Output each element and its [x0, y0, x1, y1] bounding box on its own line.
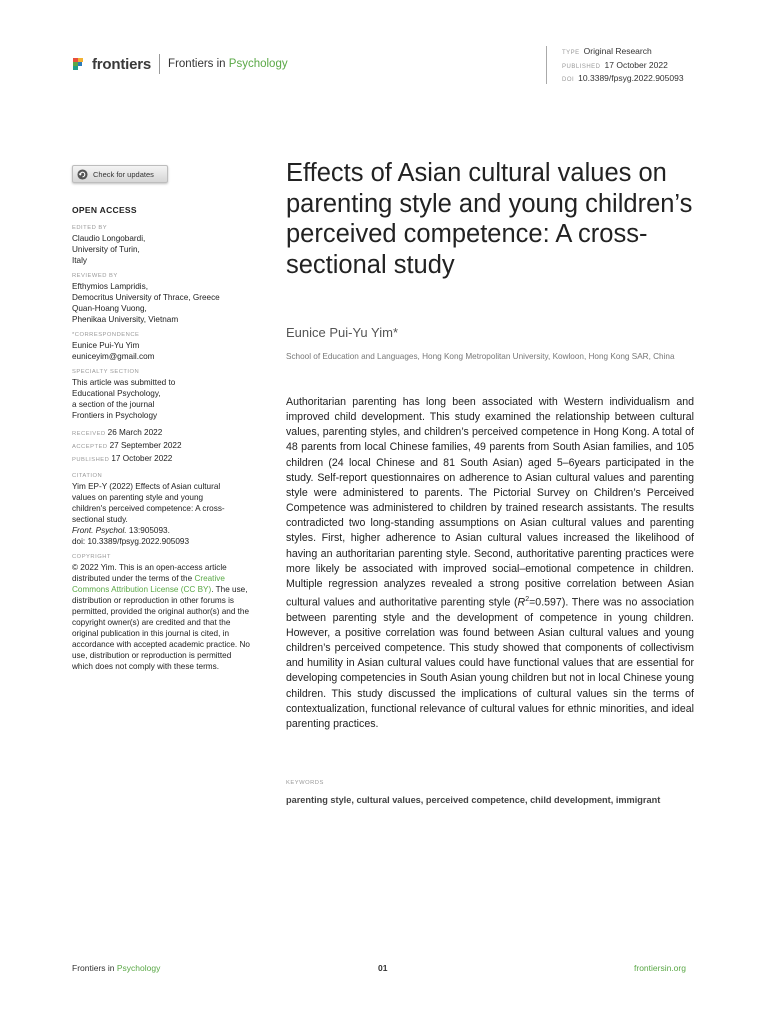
- citation-journal: Front. Psychol.: [72, 526, 127, 535]
- correspondence-section: [72, 331, 254, 362]
- keywords: parenting style, cultural values, perceived competence, child development, immigrant: [286, 795, 661, 805]
- correspondence-label: *CORRESPONDENCE: [72, 332, 140, 338]
- edited-by-section: [72, 224, 254, 266]
- frontiers-logo-icon: [72, 56, 88, 72]
- received-label: RECEIVED: [72, 431, 106, 437]
- accepted-label: ACCEPTED: [72, 444, 108, 450]
- meta-doi[interactable]: [562, 73, 684, 87]
- article-sidebar: [72, 205, 254, 678]
- check-updates-label: Check for updates: [93, 169, 154, 179]
- correspondence-name: Eunice Pui-Yu Yim: [72, 341, 140, 350]
- reviewer-line: Democritus University of Thrace, Greece: [72, 293, 220, 302]
- meta-published-label: PUBLISHED: [562, 63, 601, 70]
- reviewed-by-section: [72, 272, 254, 325]
- article-title: Effects of Asian cultural values on parenting style and young children’s perceived competence: A cross-sectional study: [286, 159, 693, 279]
- copyright-text-end: . The use, distribution or reproduction in other forums is permitted, provided the original author(s) and the copyright owner(s) are credited and that the original publication in this journal is cited, in accordance with accepted academic practice. No use, distribution or reproduction is permitted which does not comply with these terms.: [72, 585, 250, 671]
- reviewer-line: Phenikaa University, Vietnam: [72, 315, 179, 324]
- published-label: PUBLISHED: [72, 457, 110, 463]
- specialty-line: Educational Psychology,: [72, 389, 161, 398]
- footer-journal-prefix: Frontiers in: [72, 963, 115, 973]
- abstract-r: R: [517, 596, 526, 609]
- journal-title: Psychology: [228, 58, 288, 70]
- citation-line: children's perceived competence: A cross-: [72, 504, 225, 513]
- citation-doi[interactable]: doi: 10.3389/fpsyg.2022.905093: [72, 537, 189, 546]
- accepted-value: 27 September 2022: [109, 441, 182, 450]
- meta-published-value: 17 October 2022: [604, 59, 668, 70]
- abstract-eq: =0.597: [529, 596, 562, 609]
- editor-line: University of Turin,: [72, 245, 140, 254]
- meta-doi-label: DOI: [562, 77, 575, 83]
- reviewed-by-label: REVIEWED BY: [72, 273, 118, 279]
- frontiers-logo[interactable]: [72, 54, 288, 74]
- editor-line: Claudio Longobardi,: [72, 234, 146, 243]
- journal-name[interactable]: [168, 58, 288, 70]
- footer-journal-name: Psychology: [116, 963, 161, 973]
- reviewer-line: Efthymios Lampridis,: [72, 282, 148, 291]
- copyright-section: [72, 553, 254, 672]
- specialty-line: Frontiers in Psychology: [72, 411, 158, 420]
- copyright-label: COPYRIGHT: [72, 554, 111, 560]
- article-meta: [546, 46, 684, 84]
- check-updates-button[interactable]: [72, 165, 168, 183]
- meta-published: [562, 60, 684, 74]
- footer-site-link[interactable]: frontiersin.org: [634, 963, 686, 973]
- refresh-icon: [77, 169, 88, 180]
- specialty-line: This article was submitted to: [72, 378, 176, 387]
- open-access-badge: OPEN ACCESS: [72, 205, 137, 215]
- received-value: 26 March 2022: [107, 428, 163, 437]
- page-number: 01: [378, 963, 388, 973]
- brand-name: frontiers: [92, 55, 152, 73]
- accepted-date: [72, 440, 254, 453]
- published-value: 17 October 2022: [111, 454, 173, 463]
- abstract-sup: 2: [525, 596, 530, 604]
- license-link[interactable]: Creative Commons Attribution License (CC BY): [72, 574, 225, 594]
- author-affiliation: School of Education and Languages, Hong Kong Metropolitan University, Kowloon, Hong Kong SAR, China: [286, 352, 675, 361]
- edited-by-label: EDITED BY: [72, 225, 108, 231]
- footer-journal[interactable]: [72, 963, 160, 973]
- specialty-line: a section of the journal: [72, 400, 155, 409]
- meta-doi-value[interactable]: 10.3389/fpsyg.2022.905093: [578, 73, 684, 83]
- abstract: [286, 395, 694, 732]
- citation-volume: 13:905093.: [126, 526, 170, 535]
- editor-line: Italy: [72, 256, 88, 265]
- author-name[interactable]: Eunice Pui-Yu Yim*: [286, 325, 399, 340]
- meta-type-label: TYPE: [562, 50, 580, 56]
- keywords-label: KEYWORDS: [286, 780, 324, 786]
- journal-prefix: Frontiers in: [168, 58, 226, 70]
- specialty-label: SPECIALTY SECTION: [72, 369, 140, 375]
- abstract-part-2: ). There was no association between parenting style and the development of competence in young children. However, a positive correlation was found between Asian cultural values and young children’s perceived competence. This study showed that components of collectivism and humility in Asian cultural values could have functional values that are essential for developing competencies in South Asian young children but not in local Chinese young children. This study discussed the implications of cultural values sin the terms of contextualization, functional relevance of cultural values for ethnic minorities, and ideal parenting practices.: [286, 596, 694, 730]
- citation-line: Yim EP-Y (2022) Effects of Asian cultural: [72, 482, 221, 491]
- received-date: [72, 427, 254, 440]
- specialty-section: [72, 368, 254, 421]
- citation-label: CITATION: [72, 473, 103, 479]
- citation-line: sectional study.: [72, 515, 128, 524]
- meta-type: [562, 46, 684, 60]
- copyright-text: [72, 562, 254, 672]
- meta-type-value: Original Research: [583, 46, 652, 56]
- citation-journal-line: [72, 525, 254, 536]
- copyright-text-start: © 2022 Yim. This is an open-access article distributed under the terms of the: [72, 563, 227, 583]
- reviewer-line: Quan-Hoang Vuong,: [72, 304, 147, 313]
- correspondence-email[interactable]: euniceyim@gmail.com: [72, 352, 155, 361]
- citation-section: [72, 472, 254, 547]
- logo-divider: [159, 54, 160, 74]
- citation-line: values on parenting style and young: [72, 493, 204, 502]
- published-date: [72, 453, 254, 466]
- dates-section: [72, 427, 254, 466]
- abstract-part-1: Authoritarian parenting has long been associated with Western individualism and improved child development. This study examined the relationship between cultural values, parenting styles, and children’s perceived competence in Hong Kong. A total of 48 parents from local Chinese families, 49 parents from South Asian families, and 105 children (24 local Chinese and 81 South Asian) aged 5–6years participated in the study. Self-report questionnaires on adherence to Asian cultural values and parenting style were administered to parents. The Pictorial Survey on Children’s Perceived Competence was administered to children by trained research assistants. The results contradicted two long-standing assumptions on Asian cultural values and parenting styles. First, higher adherence to Asian cultural values increased the likelihood of having an authoritarian parenting style. Second, authoritative parenting practices were more likely be associated with improved social–emotional competence in children. Multiple regression analyzes revealed a strong positive correlation between Asian cultural values and authoritative parenting style (: [286, 396, 694, 609]
